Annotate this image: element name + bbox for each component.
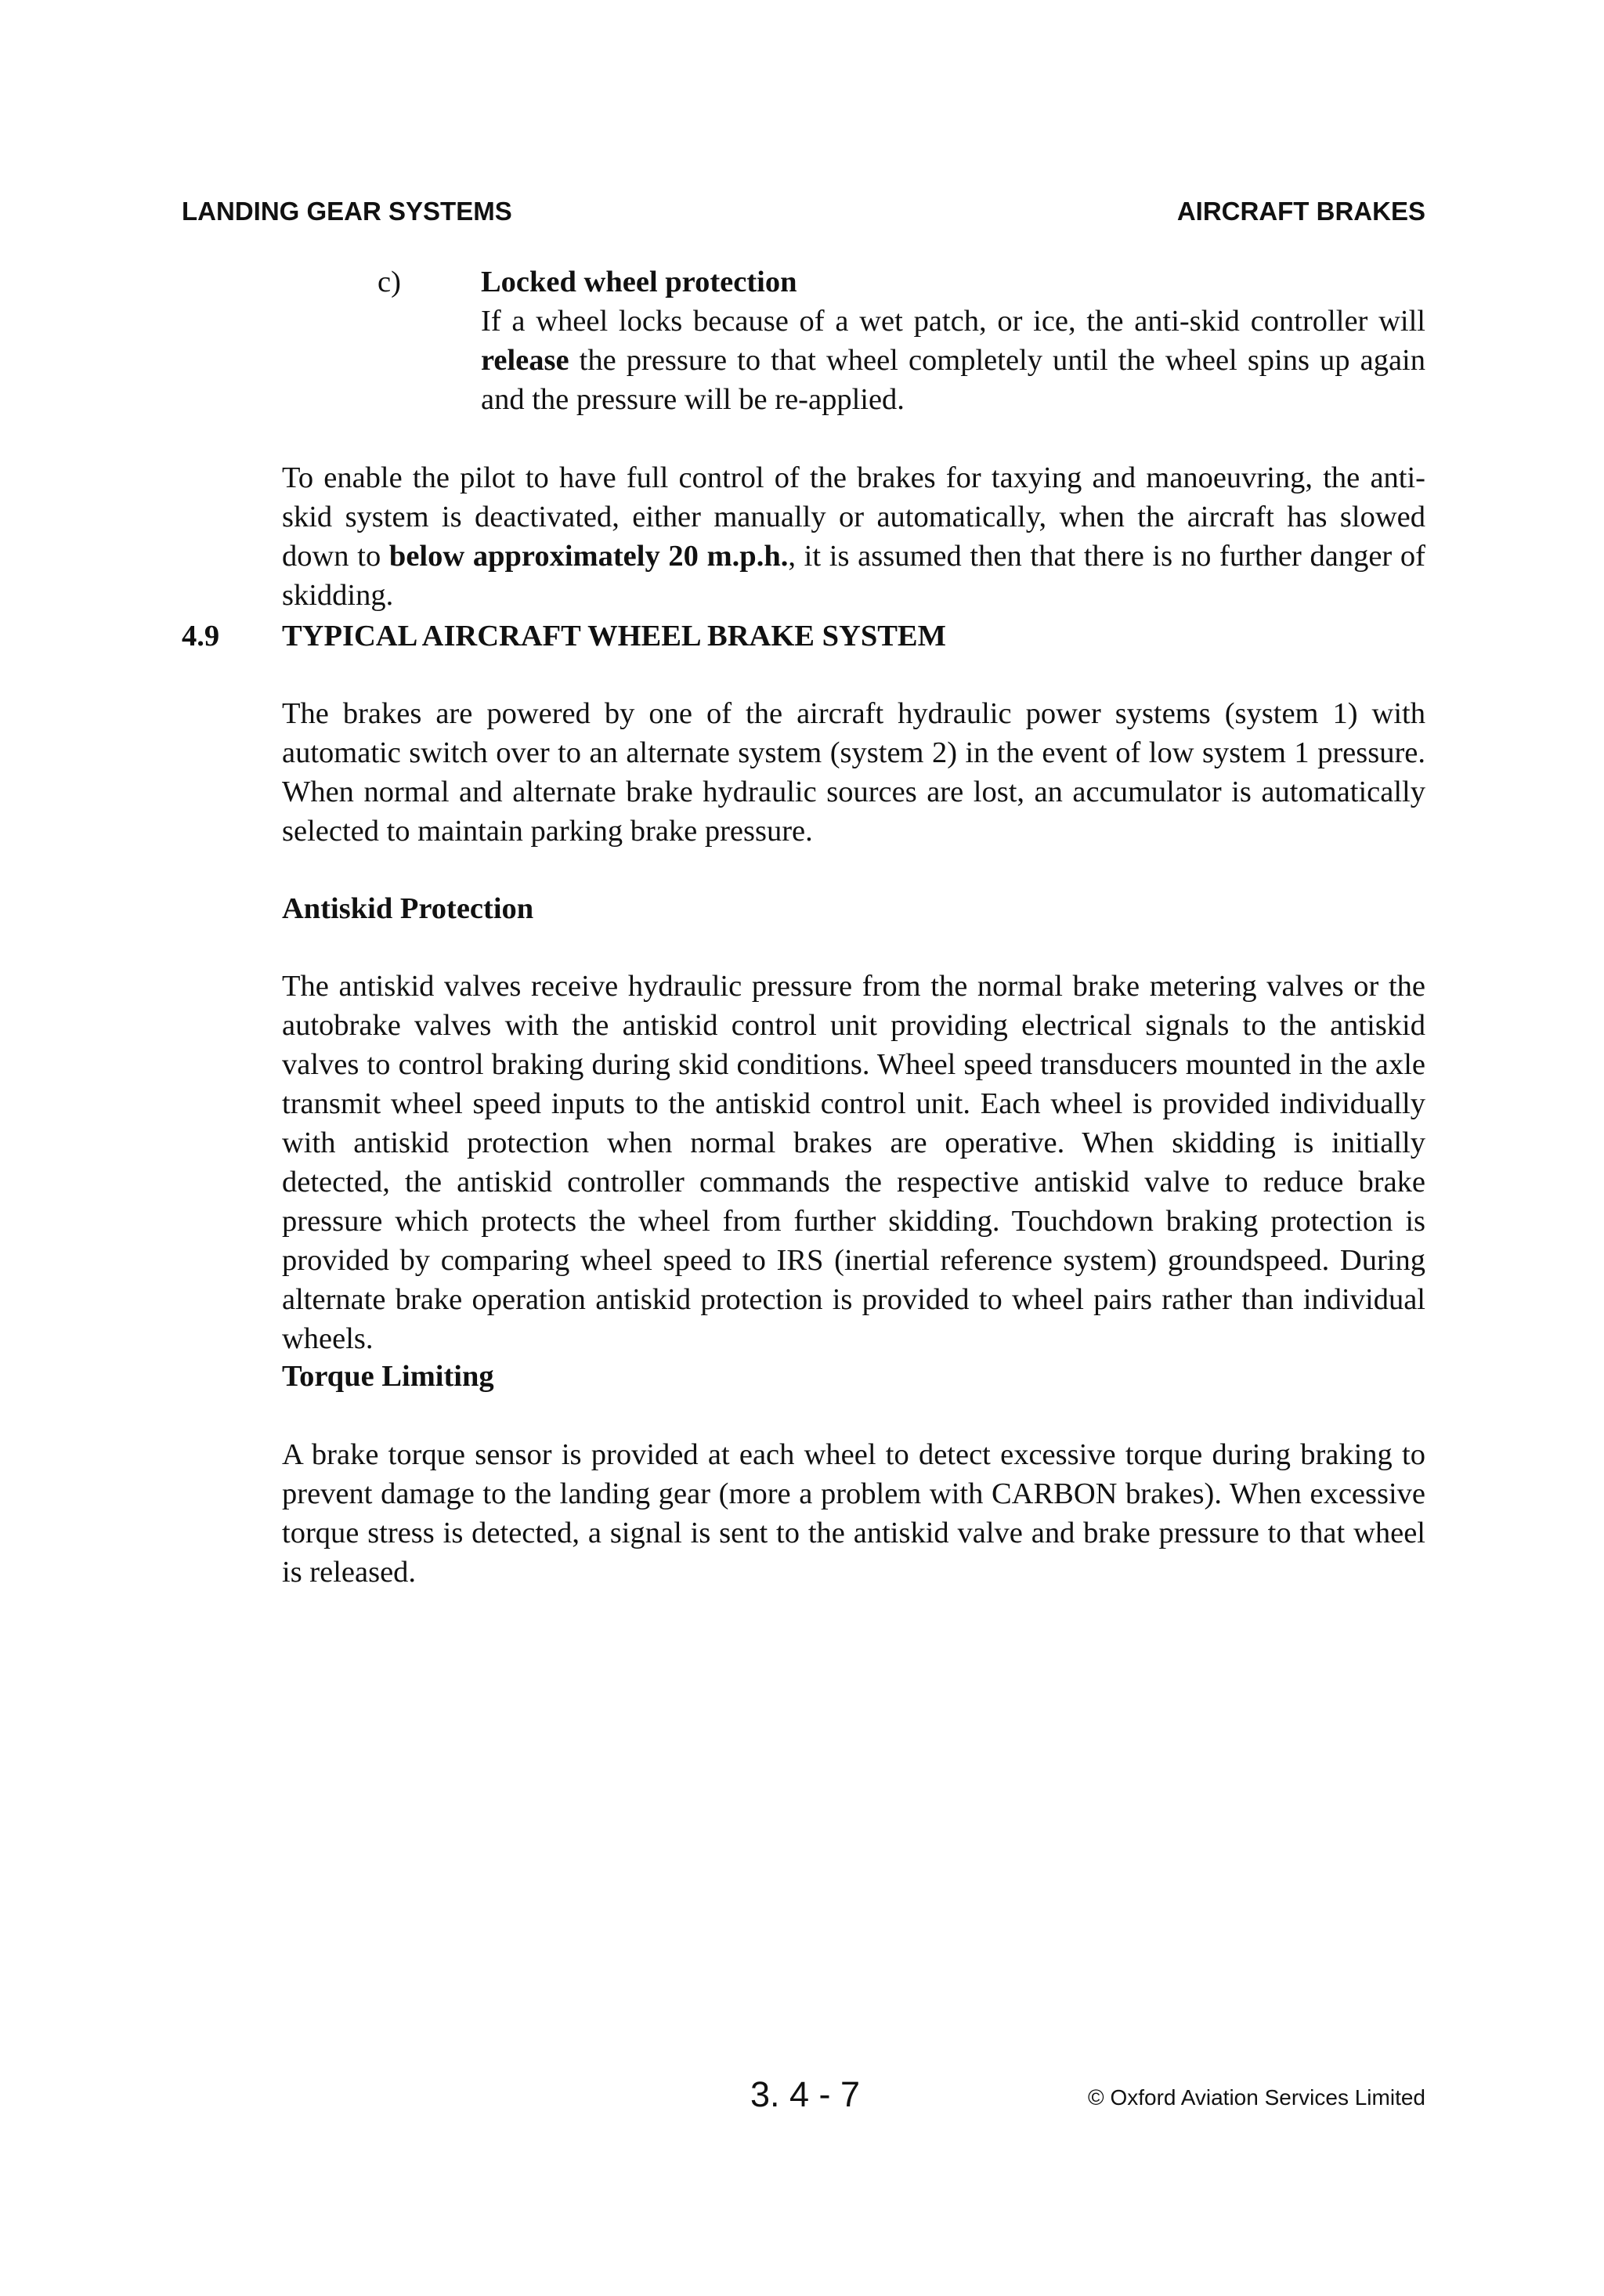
subheading-antiskid-protection: Antiskid Protection bbox=[282, 892, 534, 925]
subheading-torque-limiting: Torque Limiting bbox=[282, 1360, 494, 1393]
copyright-notice: © Oxford Aviation Services Limited bbox=[1088, 2085, 1425, 2110]
page-number: 3. 4 - 7 bbox=[750, 2074, 861, 2114]
emphasis-speed: below approximately 20 m.p.h. bbox=[388, 540, 789, 573]
item-title: Locked wheel protection bbox=[481, 266, 797, 298]
item-text: If a wheel locks because of a wet patch, or ice, the anti-skid controller will release the pressure to that wheel completely until the wheel spins up again and the pressure will be re-applied. bbox=[481, 305, 1425, 416]
paragraph-pilot-control: To enable the pilot to have full control of the brakes for taxying and manoeuvring, the anti-skid system is deactivated, either manually or automatically, when the aircraft has slowed down to below approximately 20 m.p.h., it is assumed then that there is no further danger of skidding. bbox=[282, 461, 1426, 612]
item-locked-wheel-protection bbox=[481, 262, 1425, 419]
paragraph-torque: A brake torque sensor is provided at each wheel to detect excessive torque during braking to prevent damage to the landing gear (more a problem with CARBON brakes). When excessive torque stress is detected, a signal is sent to the antiskid valve and brake pressure to that wheel is released. bbox=[282, 1438, 1425, 1589]
item-label: c) bbox=[378, 266, 401, 298]
section-number: 4.9 bbox=[182, 620, 220, 653]
emphasis-release: release bbox=[481, 344, 569, 377]
paragraph-brake-system-intro: The brakes are powered by one of the aircraft hydraulic power systems (system 1) with automatic switch over to an alternate system (system 2) in the event of low system 1 pressure. When normal and alternate brake hydraulic sources are lost, an accumulator is automatically selected to maintain parking brake pressure. bbox=[282, 697, 1425, 848]
header-section-title: AIRCRAFT BRAKES bbox=[1176, 197, 1425, 226]
header-chapter-title: LANDING GEAR SYSTEMS bbox=[182, 197, 512, 226]
section-title: TYPICAL AIRCRAFT WHEEL BRAKE SYSTEM bbox=[282, 620, 946, 653]
paragraph-antiskid: The antiskid valves receive hydraulic pressure from the normal brake metering valves or the autobrake valves with the antiskid control unit providing electrical signals to the antiskid valves to control braking during skid conditions. Wheel speed transducers mounted in the axle transmit wheel speed inputs to the antiskid control unit. Each wheel is provided individually with antiskid protection when normal brakes are operative. When skidding is initially detected, the antiskid controller commands the respective antiskid valve to reduce brake pressure which protects the wheel from further skidding. Touchdown braking protection is provided by comparing wheel speed to IRS (inertial reference system) groundspeed. During alternate brake operation antiskid protection is provided to wheel pairs rather than individual wheels. bbox=[282, 970, 1425, 1355]
